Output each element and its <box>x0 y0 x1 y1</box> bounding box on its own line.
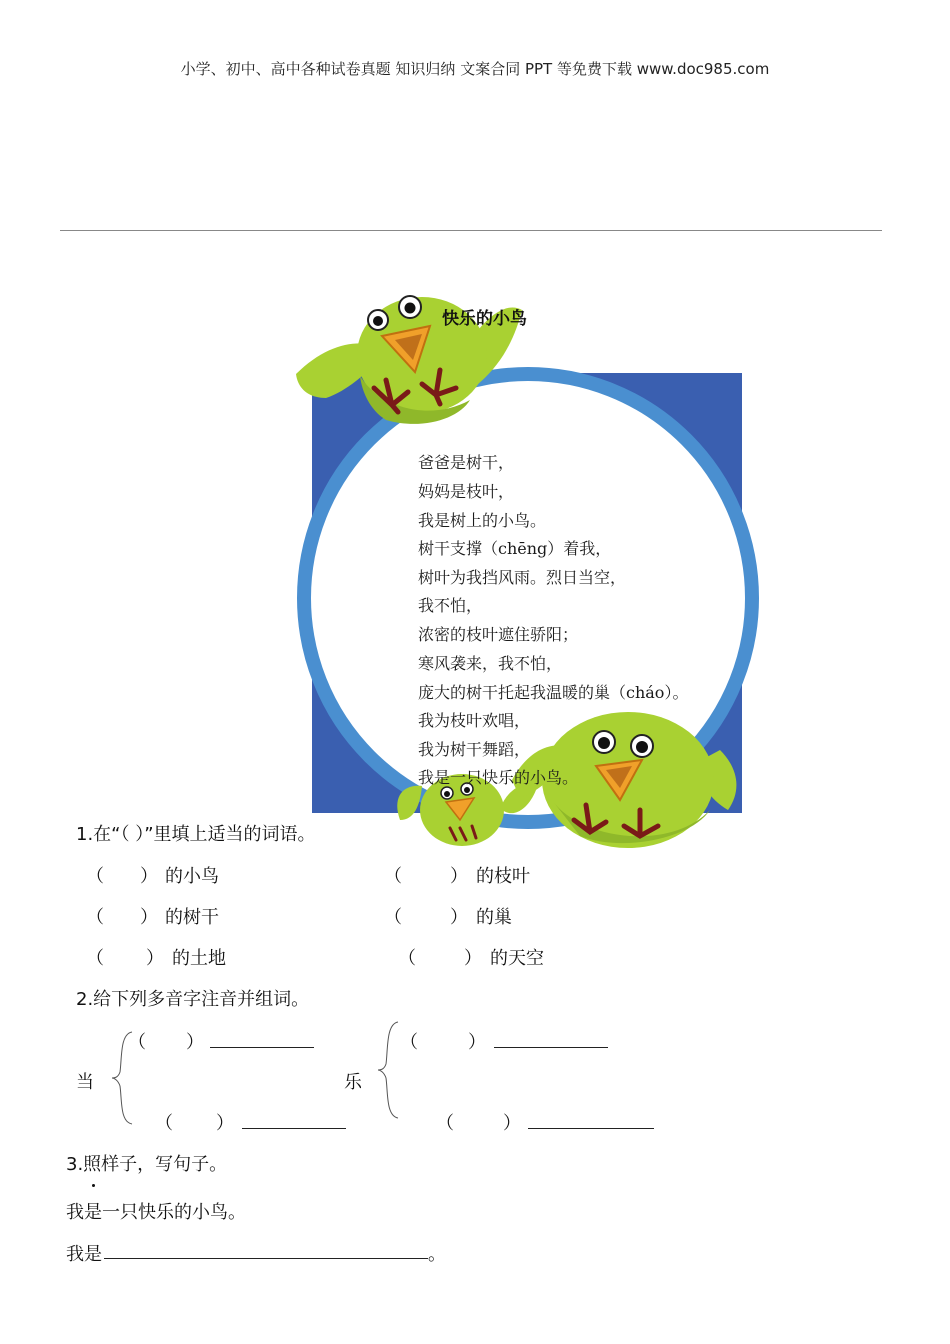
paren-open: （ <box>155 1113 173 1134</box>
paren-open: （ <box>86 907 104 928</box>
left-brace-icon <box>376 1018 402 1122</box>
poem-line: 我为树干舞蹈， <box>418 740 531 759</box>
question-3-title: 3.照样子，写句子。 <box>66 1154 228 1175</box>
poem-line: 浓密的枝叶遮住骄阳； <box>418 625 579 644</box>
question-1-title: 1.在“（ ）”里填上适当的词语。 <box>76 824 316 845</box>
poem-line: 我是树上的小鸟。 <box>418 511 547 530</box>
poem-line: 树叶为我挡风雨。烈日当空， <box>418 568 627 587</box>
answer-line[interactable] <box>494 1046 608 1048</box>
paren-close: ） <box>450 866 468 887</box>
sentence-prompt: 我是 <box>66 1244 102 1265</box>
polyphone-char: 乐 <box>344 1072 362 1093</box>
answer-line[interactable] <box>242 1127 346 1129</box>
q1-item-suffix: 的土地 <box>172 948 226 969</box>
paren-open: （ <box>128 1032 146 1053</box>
q1-item-suffix: 的天空 <box>490 948 544 969</box>
paren-open: （ <box>398 948 416 969</box>
paren-open: （ <box>86 866 104 887</box>
emphasis-dot <box>92 1184 95 1187</box>
answer-line[interactable] <box>104 1257 428 1259</box>
poem-line: 寒风袭来，我不怕， <box>418 654 563 673</box>
q1-item-suffix: 的枝叶 <box>476 866 530 887</box>
sentence-end: 。 <box>428 1244 446 1265</box>
polyphone-char: 当 <box>76 1072 94 1093</box>
answer-line[interactable] <box>210 1046 314 1048</box>
poem-line: 庞大的树干托起我温暖的巢（cháo）。 <box>418 683 689 702</box>
q1-item-suffix: 的树干 <box>165 907 219 928</box>
paren-close: ） <box>140 866 158 887</box>
paren-open: （ <box>384 907 402 928</box>
answer-line[interactable] <box>528 1127 654 1129</box>
paren-open: （ <box>384 866 402 887</box>
paren-close: ） <box>468 1032 486 1053</box>
paren-close: ） <box>140 907 158 928</box>
paren-close: ） <box>464 948 482 969</box>
page-header: 小学、初中、高中各种试卷真题 知识归纳 文案合同 PPT 等免费下载 www.doc985.com <box>180 60 770 78</box>
question-2-title: 2.给下列多音字注音并组词。 <box>76 989 310 1010</box>
poem-title: 快乐的小鸟 <box>442 309 527 329</box>
q1-item-suffix: 的小鸟 <box>165 866 219 887</box>
q1-item-suffix: 的巢 <box>476 907 512 928</box>
paren-close: ） <box>503 1113 521 1134</box>
header-rule <box>60 230 882 231</box>
poem-line: 树干支撑（chēng）着我， <box>418 539 612 558</box>
paren-close: ） <box>216 1113 234 1134</box>
poem-line: 我是一只快乐的小鸟。 <box>418 768 579 787</box>
poem-line: 我为枝叶欢唱， <box>418 711 531 730</box>
paren-open: （ <box>436 1113 454 1134</box>
paren-close: ） <box>450 907 468 928</box>
paren-open: （ <box>86 948 104 969</box>
poem-line: 爸爸是树干， <box>418 453 515 472</box>
paren-open: （ <box>400 1032 418 1053</box>
poem-line: 妈妈是枝叶， <box>418 482 515 501</box>
poem-line: 我不怕， <box>418 596 483 615</box>
paren-close: ） <box>146 948 164 969</box>
example-sentence: 我是一只快乐的小鸟。 <box>66 1202 246 1223</box>
paren-close: ） <box>186 1032 204 1053</box>
